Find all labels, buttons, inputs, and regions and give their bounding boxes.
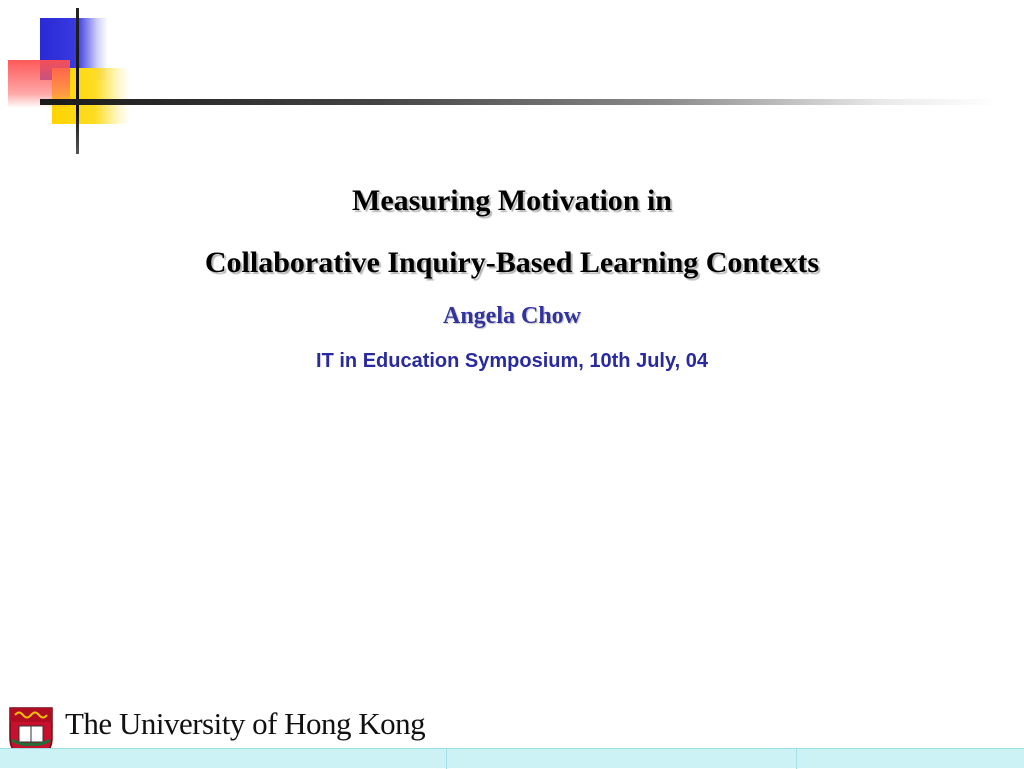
slide-title-line-2: Collaborative Inquiry-Based Learning Contexts	[204, 246, 820, 279]
horizontal-rule	[40, 99, 1000, 105]
footer-bar-divider	[796, 749, 797, 769]
footer-bar	[0, 748, 1024, 768]
decorative-corner-graphic	[0, 0, 1024, 160]
institution-name: The University of Hong Kong	[65, 706, 426, 741]
title-slide-content	[0, 180, 1024, 372]
footer-bar-divider	[446, 749, 447, 769]
event-subtitle: IT in Education Symposium, 10th July, 04	[316, 350, 708, 372]
slide-title-line-1: Measuring Motivation in	[352, 184, 672, 217]
author-name: Angela Chow	[442, 303, 581, 329]
vertical-rule	[76, 8, 79, 154]
